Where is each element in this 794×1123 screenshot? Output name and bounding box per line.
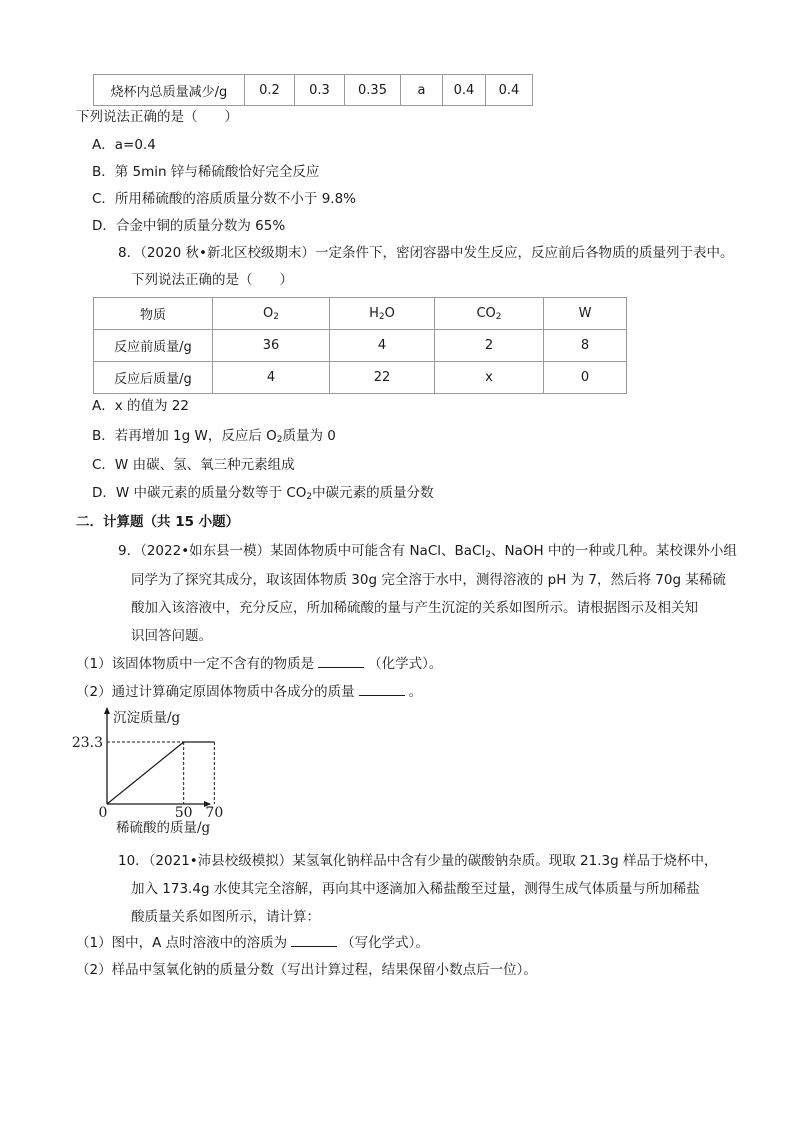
option-text: D．W 中碳元素的质量分数等于 CO [92, 485, 307, 501]
q7-option-b: B．第 5min 锌与稀硫酸恰好完全反应 [92, 164, 320, 180]
table-cell: 4 [330, 330, 435, 362]
q7-option-a: A．a=0.4 [92, 137, 156, 153]
formula-subscript: 2 [273, 311, 279, 322]
reaction-mass-table [93, 297, 627, 394]
header-cell: 物质 [94, 298, 213, 330]
formula-subscript: 2 [495, 311, 502, 322]
q10-line2: 加入 173.4g 水使其完全溶解，再向其中逐滴加入稀盐酸至过量，测得生成气体质量与所加稀盐 [131, 881, 700, 897]
formula-text: O [384, 305, 395, 321]
formula-text: H [369, 305, 379, 321]
q8-option-a: A．x 的值为 22 [92, 398, 189, 414]
answer-blank[interactable] [359, 683, 405, 696]
table-row [94, 330, 627, 362]
answer-blank[interactable] [318, 655, 364, 668]
q9-line3: 酸加入该溶液中，充分反应，所加稀硫酸的量与产生沉淀的关系如图所示。请根据图示及相关知 [131, 600, 698, 616]
q7-option-d: D．合金中铜的质量分数为 65% [92, 218, 286, 234]
x-tick-label: 0 [98, 805, 108, 821]
header-cell [330, 298, 435, 330]
header-cell [213, 298, 330, 330]
table-cell: 8 [544, 330, 627, 362]
q10-subquestion-2: （2）样品中氢氧化钠的质量分数（写出计算过程，结果保留小数点后一位）。 [76, 962, 537, 978]
q7-option-c: C．所用稀硫酸的溶质质量分数不小于 9.8% [92, 191, 357, 207]
question-text: 、NaOH 中的一种或几种。某校课外小组 [490, 543, 737, 559]
formula-subscript: 2 [306, 492, 313, 502]
y-tick-label: 23.3 [71, 735, 103, 751]
y-axis-label: 沉淀质量/g [113, 710, 181, 726]
formula-text: O [263, 305, 274, 321]
table-cell: 0.3 [295, 75, 345, 106]
table-row [94, 362, 627, 394]
header-cell: W [544, 298, 627, 330]
q9-line4: 识回答问题。 [131, 628, 212, 644]
header-cell [435, 298, 544, 330]
q8-stem-line2: 下列说法正确的是（ ） [131, 272, 293, 288]
q9-subquestion-1 [76, 655, 442, 673]
q8-option-c: C．W 由碳、氢、氧三种元素组成 [92, 457, 295, 473]
table-cell: 0 [544, 362, 627, 394]
option-text: 中碳元素的质量分数 [312, 485, 434, 501]
table-header-row [94, 298, 627, 330]
x-tick-label: 70 [205, 805, 224, 821]
section-title: 二．计算题（共 15 小题） [76, 514, 240, 530]
question-text: （1）图中，A 点时溶液中的溶质为 [76, 935, 288, 951]
row-label: 反应前质量/g [94, 330, 213, 362]
question-text: （2）通过计算确定原固体物质中各成分的质量 [76, 684, 355, 700]
q9-line2: 同学为了探究其成分，取该固体物质 30g 完全溶于水中，测得溶液的 pH 为 7，然后将 70g 某稀硫 [131, 572, 726, 588]
q10-line3: 酸质量关系如图所示，请计算： [131, 909, 320, 925]
q10-subquestion-1 [76, 934, 429, 952]
x-tick-label: 50 [174, 805, 193, 821]
question-text: （化学式）。 [368, 656, 443, 672]
q9-line1 [118, 542, 737, 564]
formula-subscript: 2 [276, 435, 283, 445]
table-cell: 36 [213, 330, 330, 362]
row-label: 反应后质量/g [94, 362, 213, 394]
table-cell: 0.4 [486, 75, 533, 106]
table-row [94, 75, 533, 106]
x-axis-label: 稀硫酸的质量/g [116, 820, 211, 836]
table-cell: 0.2 [245, 75, 295, 106]
q9-subquestion-2 [76, 683, 422, 701]
formula-text: CO [476, 305, 496, 321]
question-text: （1）该固体物质中一定不含有的物质是 [76, 656, 315, 672]
table-cell: 22 [330, 362, 435, 394]
option-text: B．若再增加 1g W，反应后 O [92, 428, 277, 444]
precipitate-series-line [107, 742, 214, 804]
q8-stem-line1: 8．（2020 秋•新北区校级期末）一定条件下，密闭容器中发生反应，反应前后各物质的质量列于表中。 [118, 245, 734, 261]
mass-decrease-table [93, 74, 533, 106]
formula-subscript: 2 [485, 550, 491, 560]
q8-option-d [92, 484, 434, 506]
answer-blank[interactable] [291, 934, 337, 947]
option-text: 质量为 0 [282, 428, 336, 444]
table-cell: 0.4 [443, 75, 486, 106]
question-text: 9．（2022•如东县一模）某固体物质中可能含有 NaCl、BaCl [118, 543, 486, 559]
q7-stem: 下列说法正确的是（ ） [76, 109, 238, 125]
q8-option-b [92, 427, 336, 449]
question-text: 。 [408, 684, 423, 700]
table-cell: x [435, 362, 544, 394]
question-text: （写化学式）。 [341, 935, 429, 951]
table-cell: 2 [435, 330, 544, 362]
table-cell: a [401, 75, 443, 106]
row-label: 烧杯内总质量减少/g [94, 75, 245, 106]
formula-subscript: 2 [378, 311, 385, 322]
precipitate-chart [70, 700, 230, 840]
table-cell: 0.35 [345, 75, 401, 106]
q10-line1: 10．（2021•沛县校级模拟）某氢氧化钠样品中含有少量的碳酸钠杂质。现取 21.3g 样品于烧杯中， [118, 853, 718, 869]
table-cell: 4 [213, 362, 330, 394]
